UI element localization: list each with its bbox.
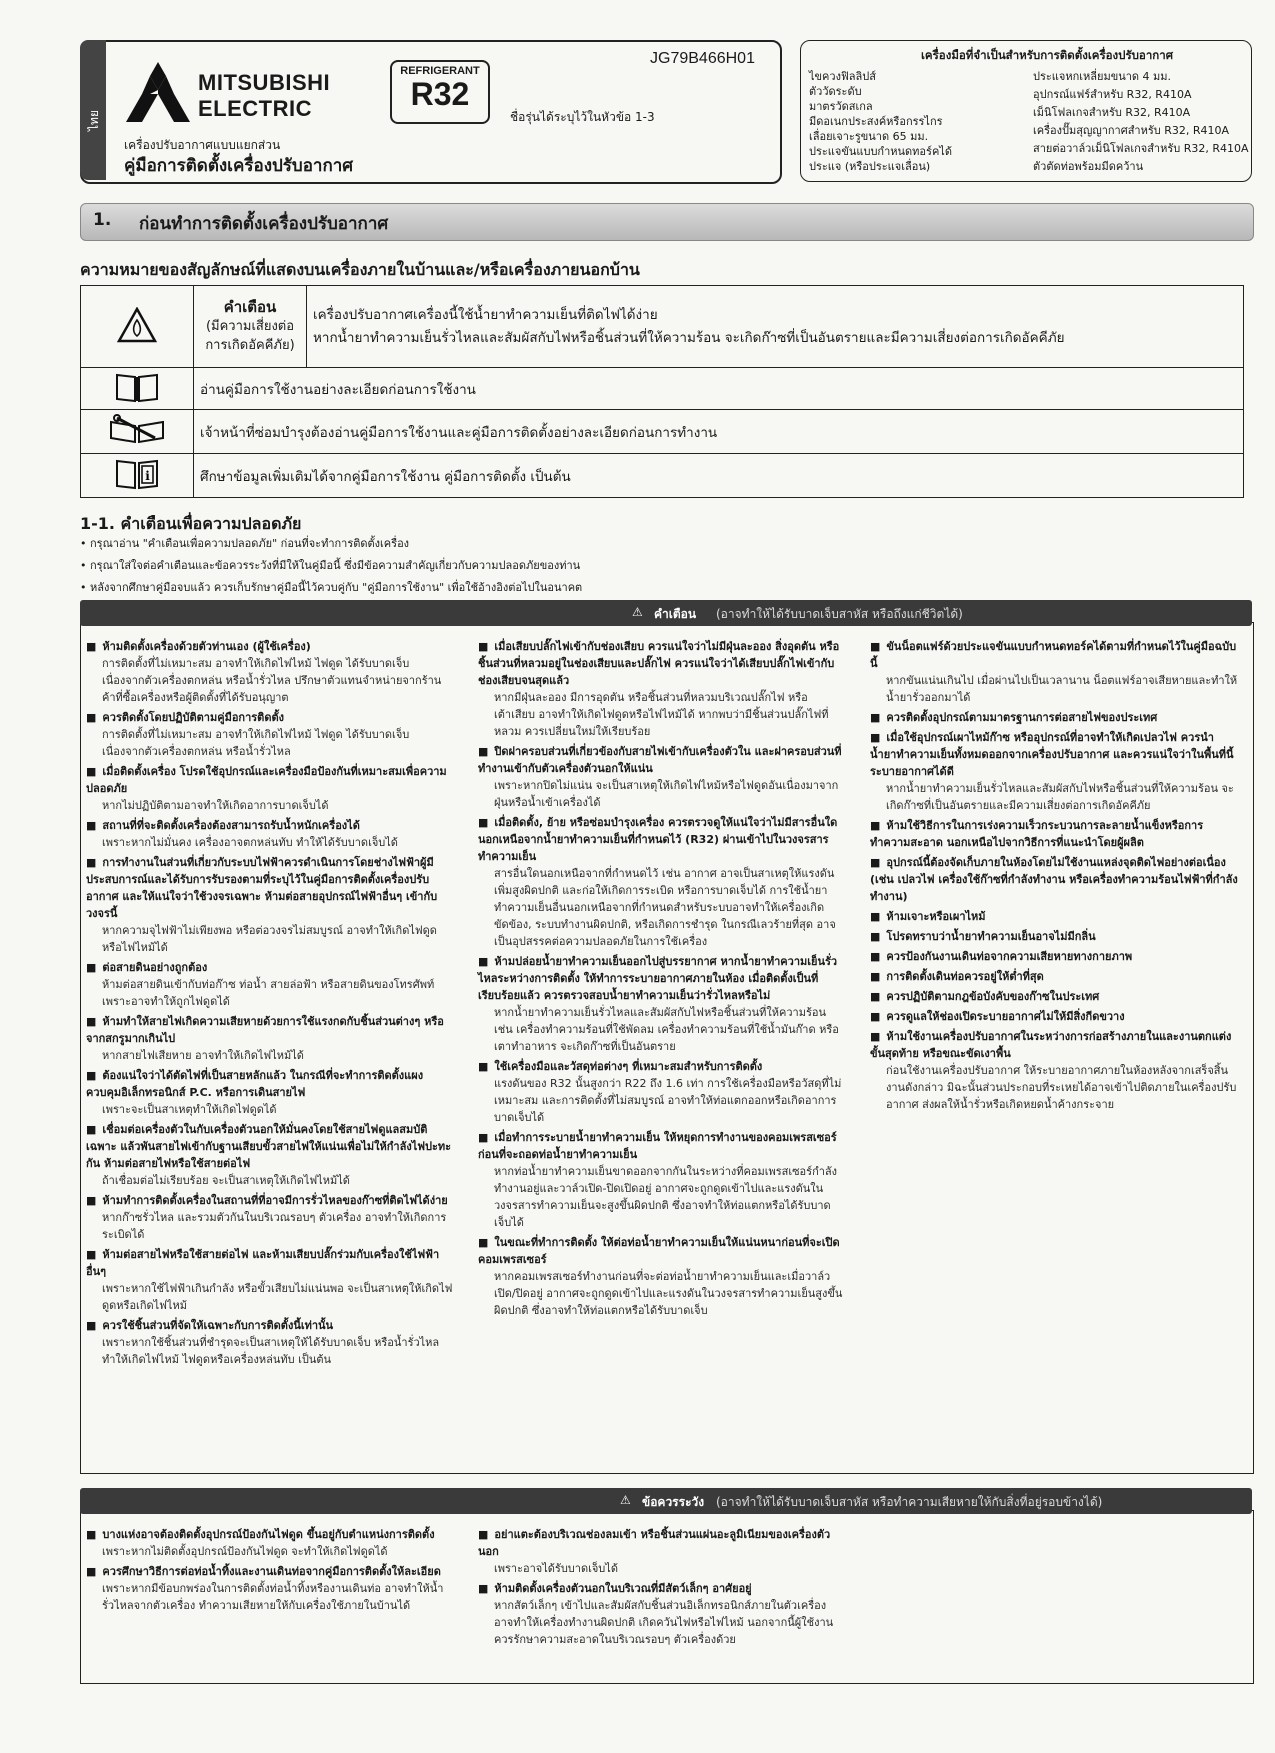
safety-item <box>86 1563 454 1614</box>
tool-item: ไขควงฟิลลิปส์ <box>809 70 876 83</box>
item-body: หากคอมเพรสเซอร์ทำงานก่อนที่จะต่อท่อน้ำยาทำความเย็นและเมื่อวาล์วเปิด/ปิดอยู่ อากาศจะถูกดูดเข้าไปและแรงดันในวงจรสารทำความเย็นสูงขึ้นผิดปกติ ซึ่งอาจทำให้ท่อแตกหรือได้รับบาดเจ็บ <box>494 1270 843 1317</box>
item-body: หากท่อน้ำยาทำความเย็นขาดออกจากกันในระหว่างที่คอมเพรสเซอร์กำลังทำงานอยู่และวาล์วเปิด-ปิดเปิดอยู่ อากาศจะถูกดูดเข้าไปและแรงดันในวงจรสารทำความเย็นจะสูงขึ้นผิดปกติ ซึ่งอาจทำให้ท่อแตกหรือได้รับบาดเจ็บได้ <box>494 1165 838 1229</box>
document-code: JG79B466H01 <box>650 50 755 67</box>
item-body: หากน้ำยาทำความเย็นรั่วไหลและสัมผัสกับไฟหรือชิ้นส่วนที่ให้ความร้อน เช่น เครื่องทำความร้อนที่ใช้พัดลม เครื่องทำความร้อนที่ใช้น้ำมันก๊าด หรือเตาทำอาหาร จะเกิดก๊าซที่เป็นอันตราย <box>494 1006 839 1053</box>
item-heading: ■ เมื่อติดตั้ง, ย้าย หรือซ่อมบำรุงเครื่อง ควรตรวจดูให้แน่ใจว่าไม่มีสารอื่นใดนอกเหนือจากน้ำยาทำความเย็นที่กำหนดไว้ (R32) ผ่านเข้าไปในวงจรสารทำความเย็น <box>478 814 846 865</box>
symbols-title: ความหมายของสัญลักษณ์ที่แสดงบนเครื่องภายในบ้านและ/หรือเครื่องภายนอกบ้าน <box>80 260 640 279</box>
warning-column-1 <box>86 638 454 1371</box>
warning-column-2 <box>478 638 846 1322</box>
item-body: หากความจุไฟฟ้าไม่เพียงพอ หรือต่อวงจรไม่สมบูรณ์ อาจทำให้เกิดไฟดูดหรือไฟไหม้ได้ <box>102 924 437 954</box>
item-body: เพราะหากไม่มั่นคง เครื่องอาจตกหล่นทับ ทำให้ได้รับบาดเจ็บได้ <box>102 836 398 849</box>
item-heading: ■ ควรติดตั้งอุปกรณ์ตามมาตรฐานการต่อสายไฟของประเทศ <box>870 709 1238 726</box>
info-book-icon <box>81 454 194 498</box>
section-number: 1. <box>93 210 112 230</box>
item-heading: ■ การติดตั้งเดินท่อควรอยู่ให้ต่ำที่สุด <box>870 968 1238 985</box>
item-body: หากสายไฟเสียหาย อาจทำให้เกิดไฟไหม้ได้ <box>102 1049 304 1062</box>
safety-item <box>478 1234 846 1319</box>
safety-item <box>478 1058 846 1126</box>
item-heading: ■ เชื่อมต่อเครื่องตัวในกับเครื่องตัวนอกให้มั่นคงโดยใช้สายไฟดูแลสมบัติเฉพาะ แล้วพันสายไฟเข้ากับฐานเสียบขั้วสายไฟให้แน่นเพื่อไม่ให้กำลังไฟปะทะกัน ห้ามต่อสายไฟหรือใช้สายต่อไฟ <box>86 1121 454 1172</box>
svg-text:i: i <box>145 468 150 483</box>
item-heading: ■ โปรดทราบว่าน้ำยาทำความเย็นอาจไม่มีกลิ่น <box>870 928 1238 945</box>
required-tools-box <box>800 40 1252 182</box>
refrigerant-value: R32 <box>410 76 470 112</box>
safety-item <box>86 709 454 760</box>
item-body: เพราะหากใช้ไฟฟ้าเกินกำลัง หรือขั้วเสียบไม่แน่นพอ จะเป็นสาเหตุให้เกิดไฟดูดหรือเกิดไฟไหม้ <box>102 1282 453 1312</box>
item-heading: ■ ควรติดตั้งโดยปฏิบัติตามคู่มือการติดตั้ง <box>86 709 454 726</box>
caution-triangle-icon: ⚠ <box>620 1493 631 1507</box>
item-heading: ■ ใช้เครื่องมือและวัสดุท่อต่างๆ ที่เหมาะสมสำหรับการติดตั้ง <box>478 1058 846 1075</box>
safety-item <box>86 1013 454 1064</box>
item-heading: ■ ห้ามติดตั้งเครื่องตัวนอกในบริเวณที่มีสัตว์เล็กๆ อาศัยอยู่ <box>478 1580 846 1597</box>
tool-item: เลื่อยเจาะรูขนาด 65 มม. <box>809 130 929 143</box>
safety-item <box>86 1317 454 1368</box>
safety-item <box>478 1129 846 1231</box>
item-heading: ■ เมื่อใช้อุปกรณ์เผาไหม้ก๊าซ หรืออุปกรณ์ที่อาจทำให้เกิดเปลวไฟ ควรนำน้ำยาทำความเย็นทั้งหมดออกจากเครื่องปรับอากาศ และควรแน่ใจว่าในพื้นที่นี้ระบายอากาศได้ดี <box>870 729 1238 780</box>
item-body: หากไม่ปฏิบัติตามอาจทำให้เกิดอาการบาดเจ็บได้ <box>102 799 329 812</box>
item-body: การติดตั้งที่ไม่เหมาะสม อาจทำให้เกิดไฟไหม้ ไฟดูด ได้รับบาดเจ็บ เนื่องจากตัวเครื่องตกหล่น หรือน้ำรั่วไหล <box>102 728 410 758</box>
item-body: ก่อนใช้งานเครื่องปรับอากาศ ให้ระบายอากาศภายในห้องหลังจากเสร็จสิ้นงานดังกล่าว มิฉะนั้นส่วนประกอบที่ระเหยได้อาจเข้าไปติดภายในเครื่องปรับอากาศ ส่งผลให้น้ำรั่วหรือเกิดหยดน้ำค้างกระจาย <box>886 1064 1237 1111</box>
refrigerant-label: REFRIGERANT <box>400 65 480 77</box>
info-row-text: ศึกษาข้อมูลเพิ่มเติมได้จากคู่มือการใช้งาน คู่มือการติดตั้ง เป็นต้น <box>194 454 1244 498</box>
item-body: ถ้าเชื่อมต่อไม่เรียบร้อย จะเป็นสาเหตุให้เกิดไฟไหม้ได้ <box>102 1174 350 1187</box>
product-title: คู่มือการติดตั้งเครื่องปรับอากาศ <box>124 156 354 176</box>
item-heading: ■ ห้ามทำการติดตั้งเครื่องในสถานที่ที่อาจมีการรั่วไหลของก๊าซที่ติดไฟได้ง่าย <box>86 1192 454 1209</box>
warning-text-2: หากน้ำยาทำความเย็นรั่วไหลและสัมผัสกับไฟหรือชิ้นส่วนที่ให้ความร้อน จะเกิดก๊าซที่เป็นอันตรายและมีความเสี่ยงต่อการเกิดอัคคีภัย <box>313 329 1065 346</box>
tool-item: ประแจ (หรือประแจเลื่อน) <box>809 160 931 173</box>
item-heading: ■ อย่าแตะต้องบริเวณช่องลมเข้า หรือชิ้นส่วนแผ่นอะลูมิเนียมของเครื่องตัวนอก <box>478 1526 846 1560</box>
symbols-table <box>80 285 1244 498</box>
safety-item <box>86 1121 454 1189</box>
safety-item <box>870 729 1238 814</box>
safety-item <box>86 1526 454 1560</box>
tool-item: ประแจขันแบบกำหนดทอร์คได้ <box>809 145 952 158</box>
product-subtitle: เครื่องปรับอากาศแบบแยกส่วน <box>124 138 281 152</box>
caution-column-2 <box>478 1526 846 1651</box>
safety-title: 1-1. คำเตือนเพื่อความปลอดภัย <box>80 514 302 533</box>
safety-note: • หลังจากศึกษาคู่มือจบแล้ว ควรเก็บรักษาคู่มือนี้ไว้ควบคู่กับ "คู่มือการใช้งาน" เพื่อใช้อ้างอิงต่อไปในอนาคต <box>80 581 583 594</box>
item-body: ห้ามต่อสายดินเข้ากับท่อก๊าซ ท่อน้ำ สายล่อฟ้า หรือสายดินของโทรศัพท์ เพราะอาจทำให้ถูกไฟดูดได้ <box>102 978 435 1008</box>
item-heading: ■ ในขณะที่ทำการติดตั้ง ให้ต่อท่อน้ำยาทำความเย็นให้แน่นหนาก่อนที่จะเปิดคอมเพรสเซอร์ <box>478 1234 846 1268</box>
safety-item <box>86 959 454 1010</box>
tool-item: ประแจหกเหลี่ยมขนาด 4 มม. <box>1033 70 1172 83</box>
item-body: เพราะจะเป็นสาเหตุทำให้เกิดไฟดูดได้ <box>102 1103 277 1116</box>
safety-item <box>870 1008 1238 1025</box>
safety-item <box>870 968 1238 985</box>
warning-triangle-icon: ⚠ <box>632 605 643 619</box>
safety-item <box>870 817 1238 851</box>
item-heading: ■ ห้ามติดตั้งเครื่องด้วยตัวท่านเอง (ผู้ใช้เครื่อง) <box>86 638 454 655</box>
item-heading: ■ ควรดูแลให้ช่องเปิดระบายอากาศไม่ให้มีสิ่งกีดขวาง <box>870 1008 1238 1025</box>
item-heading: ■ ควรศึกษาวิธีการต่อท่อน้ำทิ้งและงานเดินท่อจากคู่มือการติดตั้งให้ละเอียด <box>86 1563 454 1580</box>
safety-item <box>870 638 1238 706</box>
item-heading: ■ เมื่อทำการระบายน้ำยาทำความเย็น ให้หยุดการทำงานของคอมเพรสเซอร์ก่อนที่จะถอดท่อน้ำยาทำความเย็น <box>478 1129 846 1163</box>
tool-item: มาตรวัดสเกล <box>809 100 873 113</box>
safety-item <box>478 1526 846 1577</box>
warning-label: คำเตือน <box>223 298 277 316</box>
refrigerant-badge <box>390 60 490 124</box>
item-body: เพราะหากใช้ชิ้นส่วนที่ชำรุดจะเป็นสาเหตุให้ได้รับบาดเจ็บ หรือน้ำรั่วไหล ทำให้เกิดไฟไหม้ ไฟดูดหรือเครื่องหล่นทับ เป็นต้น <box>102 1336 440 1366</box>
tool-item: ตัววัดระดับ <box>809 85 862 98</box>
item-heading: ■ บางแห่งอาจต้องติดตั้งอุปกรณ์ป้องกันไฟดูด ขึ้นอยู่กับตำแหน่งการติดตั้ง <box>86 1526 454 1543</box>
item-heading: ■ ปิดฝาครอบส่วนที่เกี่ยวข้องกับสายไฟเข้ากับเครื่องตัวใน และฝาครอบส่วนที่ทำงานเข้ากับตัวเครื่องตัวนอกให้แน่น <box>478 743 846 777</box>
mitsubishi-logo-icon <box>122 60 194 128</box>
brand-line-2: ELECTRIC <box>198 96 312 121</box>
tool-item: ตัวตัดท่อพร้อมมีดคว้าน <box>1033 160 1144 173</box>
caution-bar-note: (อาจทำให้ได้รับบาดเจ็บสาหัส หรือทำความเสียหายให้กับสิ่งที่อยู่รอบข้างได้) <box>716 1495 1103 1509</box>
item-heading: ■ เมื่อติดตั้งเครื่อง โปรดใช้อุปกรณ์และเครื่องมือป้องกันที่เหมาะสมเพื่อความปลอดภัย <box>86 763 454 797</box>
safety-note: • กรุณาใส่ใจต่อคำเตือนและข้อควรระวังที่มีให้ในคู่มือนี้ ซึ่งมีข้อความสำคัญเกี่ยวกับความปลอดภัยของท่าน <box>80 559 581 572</box>
safety-item <box>478 953 846 1055</box>
item-body: หากก๊าซรั่วไหล และรวมตัวกันในบริเวณรอบๆ ตัวเครื่อง อาจทำให้เกิดการระเบิดได้ <box>102 1211 447 1241</box>
item-heading: ■ ห้ามเจาะหรือเผาไหม้ <box>870 908 1238 925</box>
warning-bar <box>80 600 1252 626</box>
caution-column-1 <box>86 1526 454 1617</box>
warning-text-cell <box>307 286 1244 368</box>
item-heading: ■ ห้ามใช้วิธีการในการเร่งความเร็วกระบวนการละลายน้ำแข็งหรือการทำความสะอาด นอกเหนือไปจากวิธีการที่แนะนำโดยผู้ผลิต <box>870 817 1238 851</box>
section-header-bar <box>80 203 1254 241</box>
warning-column-3 <box>870 638 1238 1116</box>
brand-line-1: MITSUBISHI <box>198 70 331 95</box>
warning-sublabel: (มีความเสี่ยงต่อการเกิดอัคคีภัย) <box>205 319 295 353</box>
item-body: แรงดันของ R32 นั้นสูงกว่า R22 ถึง 1.6 เท่า การใช้เครื่องมือหรือวัสดุที่ไม่เหมาะสม และการติดตั้งที่ไม่สมบูรณ์ อาจทำให้ท่อแตกออกหรือเกิดอาการบาดเจ็บได้ <box>494 1077 842 1124</box>
warning-bar-note: (อาจทำให้ได้รับบาดเจ็บสาหัส หรือถึงแก่ชีวิตได้) <box>716 607 963 621</box>
item-body: สารอื่นใดนอกเหนือจากที่กำหนดไว้ เช่น อากาศ อาจเป็นสาเหตุให้แรงดันเพิ่มสูงผิดปกติ และก่อให้เกิดการระเบิด หรือการบาดเจ็บได้ การใช้น้ำยาทำความเย็นอื่นนอกเหนือจากที่กำหนดสำหรับระบบอาจทำให้เครื่องเกิดขัดข้อง, ระบบทำงานผิดปกติ, หรือเกิดการชำรุด ในกรณีเลวร้ายที่สุด อาจเป็นอุปสรรคต่อความปลอดภัยในการใช้เครื่อง <box>494 867 836 948</box>
item-body: หากน้ำยาทำความเย็นรั่วไหลและสัมผัสกับไฟหรือชิ้นส่วนที่ให้ความร้อน จะเกิดก๊าซที่เป็นอันตรายและมีความเสี่ยงต่อการเกิดอัคคีภัย <box>886 782 1234 812</box>
safety-item <box>86 1067 454 1118</box>
service-row-text: เจ้าหน้าที่ซ่อมบำรุงต้องอ่านคู่มือการใช้งานและคู่มือการติดตั้งอย่างละเอียดก่อนการทำงาน <box>194 410 1244 454</box>
item-heading: ■ ควรใช้ชิ้นส่วนที่จัดให้เฉพาะกับการติดตั้งนี้เท่านั้น <box>86 1317 454 1334</box>
item-heading: ■ ห้ามปล่อยน้ำยาทำความเย็นออกไปสู่บรรยากาศ หากน้ำยาทำความเย็นรั่วไหลระหว่างการติดตั้ง ให้ทำการระบายอากาศภายในห้อง เมื่อติดตั้งเป็นที่เรียบร้อยแล้ว ควรตรวจสอบน้ำยาทำความเย็นว่ารั่วไหลหรือไม่ <box>478 953 846 1004</box>
item-body: เพราะหากไม่ติดตั้งอุปกรณ์ป้องกันไฟดูด จะทำให้เกิดไฟดูดได้ <box>102 1545 388 1558</box>
safety-item <box>478 1580 846 1648</box>
item-body: เพราะหากปิดไม่แน่น จะเป็นสาเหตุให้เกิดไฟไหม้หรือไฟดูดอันเนื่องมาจากฝุ่นหรือน้ำเข้าเครื่องได้ <box>494 779 839 809</box>
manual-book-icon <box>81 368 194 410</box>
section-title: ก่อนทำการติดตั้งเครื่องปรับอากาศ <box>139 214 389 234</box>
safety-item <box>870 928 1238 945</box>
safety-item <box>870 948 1238 965</box>
item-heading: ■ ห้ามใช้งานเครื่องปรับอากาศในระหว่างการก่อสร้างภายในและงานตกแต่งขั้นสุดท้าย หรือขณะขัดเงาพื้น <box>870 1028 1238 1062</box>
model-note: ชื่อรุ่นได้ระบุไว้ในหัวข้อ 1-3 <box>510 110 655 124</box>
item-heading: ■ ควรป้องกันงานเดินท่อจากความเสียหายทางกายภาพ <box>870 948 1238 965</box>
safety-item <box>86 638 454 706</box>
safety-item <box>870 908 1238 925</box>
item-heading: ■ ต้องแน่ใจว่าได้ตัดไฟที่เป็นสายหลักแล้ว ในกรณีที่จะทำการติดตั้งแผงควบคุมอิเล็กทรอนิกส์ P.C. หรือการเดินสายไฟ <box>86 1067 454 1101</box>
item-heading: ■ ห้ามทำให้สายไฟเกิดความเสียหายด้วยการใช้แรงกดกับชิ้นส่วนต่างๆ หรือจากสกรูมากเกินไป <box>86 1013 454 1047</box>
safety-item <box>870 854 1238 905</box>
language-tab: ไทย <box>87 110 101 131</box>
item-heading: ■ การทำงานในส่วนที่เกี่ยวกับระบบไฟฟ้าควรดำเนินการโดยช่างไฟฟ้าผู้มีประสบการณ์และได้รับการรับรองตามที่ระบุไว้ในคู่มือการติดตั้งเครื่องปรับอากาศ และให้แน่ใจว่าใช้วงจรเฉพาะ ห้ามต่อสายอุปกรณ์ไฟฟ้าอื่นๆ เข้ากับวงจรนี้ <box>86 854 454 922</box>
safety-item <box>86 763 454 814</box>
warning-text-1: เครื่องปรับอากาศเครื่องนี้ใช้น้ำยาทำความเย็นที่ติดไฟได้ง่าย <box>313 306 658 323</box>
manual-row-text: อ่านคู่มือการใช้งานอย่างละเอียดก่อนการใช้งาน <box>194 368 1244 410</box>
tool-item: เม็นิโฟลเกจสำหรับ R32, R410A <box>1033 106 1191 119</box>
safety-item <box>86 1246 454 1314</box>
item-body: หากมีฝุ่นละออง มีการอุดตัน หรือชิ้นส่วนที่หลวมบริเวณปลั๊กไฟ หรือเต้าเสียบ อาจทำให้เกิดไฟดูดหรือไฟไหม้ได้ หากพบว่ามีชิ้นส่วนปลั๊กไฟที่หลวม ควรเปลี่ยนใหม่ให้เรียบร้อย <box>494 691 829 738</box>
item-heading: ■ ขันน็อตแฟร์ด้วยประแจขันแบบกำหนดทอร์คได้ตามที่กำหนดไว้ในคู่มือฉบับนี้ <box>870 638 1238 672</box>
item-body: เพราะหากมีข้อบกพร่องในการติดตั้งท่อน้ำทิ้งหรืองานเดินท่อ อาจทำให้น้ำรั่วไหลจากตัวเครื่อง ทำความเสียหายให้กับเครื่องใช้ภายในบ้านได้ <box>102 1582 444 1612</box>
safety-item <box>86 854 454 956</box>
item-body: การติดตั้งที่ไม่เหมาะสม อาจทำให้เกิดไฟไหม้ ไฟดูด ได้รับบาดเจ็บ เนื่องจากตัวเครื่องตกหล่น หรือน้ำรั่วไหล ปรึกษาตัวแทนจำหน่ายจากร้านค้าที่ซื้อเครื่องหรือผู้ติดตั้งที่ได้รับอนุญาต <box>102 657 442 704</box>
warning-bar-label: คำเตือน <box>654 607 697 621</box>
warning-label-cell <box>194 286 307 368</box>
item-heading: ■ สถานที่ที่จะติดตั้งเครื่องต้องสามารถรับน้ำหนักเครื่องได้ <box>86 817 454 834</box>
service-manual-icon <box>81 410 194 454</box>
caution-bar <box>80 1488 1252 1514</box>
safety-item <box>870 988 1238 1005</box>
tool-item: มีดอเนกประสงค์หรือกรรไกร <box>809 115 943 128</box>
safety-item <box>478 638 846 740</box>
fire-warning-icon <box>81 286 194 368</box>
safety-note: • กรุณาอ่าน "คำเตือนเพื่อความปลอดภัย" ก่อนที่จะทำการติดตั้งเครื่อง <box>80 537 410 550</box>
item-heading: ■ ห้ามต่อสายไฟหรือใช้สายต่อไฟ และห้ามเสียบปลั๊กร่วมกับเครื่องใช้ไฟฟ้าอื่นๆ <box>86 1246 454 1280</box>
item-heading: ■ ควรปฏิบัติตามกฎข้อบังคับของก๊าซในประเทศ <box>870 988 1238 1005</box>
item-body: หากขันแน่นเกินไป เมื่อผ่านไปเป็นเวลานาน น็อตแฟร์อาจเสียหายและทำให้น้ำยารั่วออกมาได้ <box>886 674 1238 704</box>
caution-bar-label: ข้อควรระวัง <box>642 1495 705 1509</box>
safety-item <box>478 814 846 950</box>
tool-item: สายต่อวาล์วเม็นิโฟลเกจสำหรับ R32, R410A <box>1033 142 1249 155</box>
item-heading: ■ ต่อสายดินอย่างถูกต้อง <box>86 959 454 976</box>
safety-item <box>86 1192 454 1243</box>
safety-item <box>870 709 1238 726</box>
item-heading: ■ เมื่อเสียบปลั๊กไฟเข้ากับช่องเสียบ ควรแน่ใจว่าไม่มีฝุ่นละออง สิ่งอุดตัน หรือชิ้นส่วนที่หลวมอยู่ในช่องเสียบและปลั๊กไฟ ควรแน่ใจว่าได้เสียบปลั๊กไฟเข้ากับช่องเสียบจนสุดแล้ว <box>478 638 846 689</box>
item-heading: ■ อุปกรณ์นี้ต้องจัดเก็บภายในห้องโดยไม่ใช้งานแหล่งจุดติดไฟอย่างต่อเนื่อง (เช่น เปลวไฟ เครื่องใช้ก๊าซที่กำลังทำงาน หรือเครื่องทำความร้อนไฟฟ้าที่กำลังทำงาน) <box>870 854 1238 905</box>
safety-item <box>870 1028 1238 1113</box>
tool-item: เครื่องปั๊มสุญญากาศสำหรับ R32, R410A <box>1033 124 1230 137</box>
tool-item: อุปกรณ์แฟร์สำหรับ R32, R410A <box>1033 88 1192 101</box>
item-body: เพราะอาจได้รับบาดเจ็บได้ <box>494 1562 618 1575</box>
safety-item <box>86 817 454 851</box>
tools-title: เครื่องมือที่จำเป็นสำหรับการติดตั้งเครื่องปรับอากาศ <box>921 48 1174 62</box>
safety-item <box>478 743 846 811</box>
item-body: หากสัตว์เล็กๆ เข้าไปและสัมผัสกับชิ้นส่วนอิเล็กทรอนิกส์ภายในตัวเครื่อง อาจทำให้เครื่องทำงานผิดปกติ เกิดควันไฟหรือไฟไหม้ นอกจากนี้ผู้ใช้งานควรรักษาความสะอาดในบริเวณรอบๆ ตัวเครื่องด้วย <box>494 1599 834 1646</box>
